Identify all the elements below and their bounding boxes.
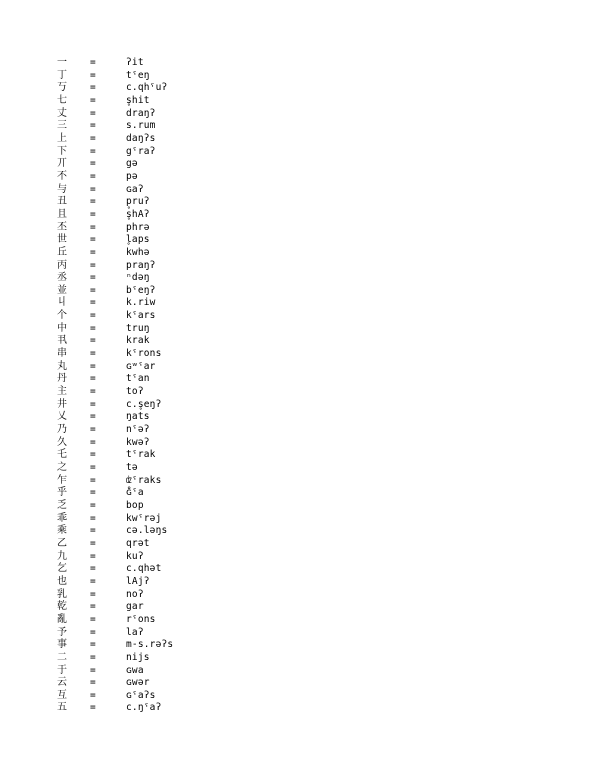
equals-sign: = bbox=[90, 234, 96, 246]
entry-character: 久 bbox=[57, 436, 67, 448]
entry-reconstruction: p̥ruʔ bbox=[126, 196, 150, 208]
entry-reconstruction: tˤrak bbox=[126, 449, 156, 461]
entry-character: 亂 bbox=[57, 613, 67, 625]
entry-character: 世 bbox=[57, 234, 67, 246]
entry-character: 三 bbox=[57, 120, 67, 132]
entry-row bbox=[0, 652, 600, 665]
entry-reconstruction: ŋats bbox=[126, 411, 150, 423]
entry-reconstruction: s̥hit bbox=[126, 94, 150, 106]
entry-character: 中 bbox=[57, 322, 67, 334]
entry-character: 七 bbox=[57, 94, 67, 106]
entry-reconstruction: ʣˤraks bbox=[126, 474, 162, 486]
entry-character: 上 bbox=[57, 132, 67, 144]
entry-reconstruction: gˤraʔ bbox=[126, 145, 156, 157]
equals-sign: = bbox=[90, 639, 96, 651]
entry-character: 个 bbox=[57, 310, 67, 322]
entry-row bbox=[0, 184, 600, 197]
entry-reconstruction: laʔ bbox=[126, 626, 144, 638]
entry-character: 且 bbox=[57, 208, 67, 220]
entry-reconstruction: gə bbox=[126, 158, 138, 170]
entry-row bbox=[0, 361, 600, 374]
entry-row bbox=[0, 411, 600, 424]
entry-character: 丁 bbox=[57, 69, 67, 81]
entry-row bbox=[0, 601, 600, 614]
equals-sign: = bbox=[90, 689, 96, 701]
entry-character: 于 bbox=[57, 664, 67, 676]
entry-row bbox=[0, 424, 600, 437]
entry-character: 二 bbox=[57, 651, 67, 663]
equals-sign: = bbox=[90, 398, 96, 410]
entry-row bbox=[0, 487, 600, 500]
entry-reconstruction: pə bbox=[126, 170, 138, 182]
equals-sign: = bbox=[90, 373, 96, 385]
entry-row bbox=[0, 386, 600, 399]
equals-sign: = bbox=[90, 512, 96, 524]
entry-row bbox=[0, 158, 600, 171]
entry-character: 丂 bbox=[57, 82, 67, 94]
entry-character: 乘 bbox=[57, 525, 67, 537]
entry-character: 九 bbox=[57, 550, 67, 562]
equals-sign: = bbox=[90, 272, 96, 284]
equals-sign: = bbox=[90, 208, 96, 220]
equals-sign: = bbox=[90, 170, 96, 182]
entry-row bbox=[0, 475, 600, 488]
equals-sign: = bbox=[90, 677, 96, 689]
entry-reconstruction: s̥hAʔ bbox=[126, 208, 150, 220]
entry-row bbox=[0, 614, 600, 627]
equals-sign: = bbox=[90, 94, 96, 106]
entry-reconstruction: c.qhˤuʔ bbox=[126, 82, 168, 94]
equals-sign: = bbox=[90, 297, 96, 309]
equals-sign: = bbox=[90, 82, 96, 94]
entry-row bbox=[0, 95, 600, 108]
entry-reconstruction: k.riw bbox=[126, 297, 156, 309]
entry-reconstruction: tˤeŋ bbox=[126, 69, 150, 81]
entry-reconstruction: noʔ bbox=[126, 588, 144, 600]
entry-character: 乙 bbox=[57, 537, 67, 549]
equals-sign: = bbox=[90, 183, 96, 195]
equals-sign: = bbox=[90, 411, 96, 423]
entry-reconstruction: ʔit bbox=[126, 57, 144, 68]
entry-character: 互 bbox=[57, 689, 67, 701]
entry-row bbox=[0, 272, 600, 285]
equals-sign: = bbox=[90, 310, 96, 322]
entry-reconstruction: tˤan bbox=[126, 373, 150, 385]
entry-character: 乃 bbox=[57, 424, 67, 436]
entry-character: 乇 bbox=[57, 449, 67, 461]
entry-reconstruction: ɢwa bbox=[126, 664, 144, 676]
character-reading-list bbox=[0, 57, 600, 715]
entry-character: 丸 bbox=[57, 360, 67, 372]
entry-reconstruction: kwhə bbox=[126, 246, 150, 258]
equals-sign: = bbox=[90, 132, 96, 144]
entry-row bbox=[0, 146, 600, 159]
equals-sign: = bbox=[90, 335, 96, 347]
entry-row bbox=[0, 120, 600, 133]
entry-row bbox=[0, 677, 600, 690]
entry-row bbox=[0, 437, 600, 450]
entry-row bbox=[0, 576, 600, 589]
entry-character: 也 bbox=[57, 575, 67, 587]
entry-reconstruction: bˤeŋʔ bbox=[126, 284, 156, 296]
entry-row bbox=[0, 462, 600, 475]
equals-sign: = bbox=[90, 651, 96, 663]
entry-reconstruction: praŋʔ bbox=[126, 259, 156, 271]
entry-row bbox=[0, 665, 600, 678]
equals-sign: = bbox=[90, 69, 96, 81]
equals-sign: = bbox=[90, 360, 96, 372]
entry-character: 云 bbox=[57, 677, 67, 689]
entry-character: 井 bbox=[57, 398, 67, 410]
equals-sign: = bbox=[90, 436, 96, 448]
equals-sign: = bbox=[90, 120, 96, 132]
entry-row bbox=[0, 171, 600, 184]
entry-row bbox=[0, 538, 600, 551]
equals-sign: = bbox=[90, 563, 96, 575]
entry-character: 乎 bbox=[57, 487, 67, 499]
equals-sign: = bbox=[90, 259, 96, 271]
equals-sign: = bbox=[90, 322, 96, 334]
entry-row bbox=[0, 500, 600, 513]
entry-reconstruction: kwˤrəj bbox=[126, 512, 162, 524]
entry-row bbox=[0, 285, 600, 298]
entry-reconstruction: qrət bbox=[126, 537, 150, 549]
entry-reconstruction: krak bbox=[126, 335, 150, 347]
entry-reconstruction: daŋʔs bbox=[126, 132, 156, 144]
entry-reconstruction: gar bbox=[126, 601, 144, 613]
equals-sign: = bbox=[90, 348, 96, 360]
equals-sign: = bbox=[90, 158, 96, 170]
entry-row bbox=[0, 335, 600, 348]
entry-character: 丙 bbox=[57, 259, 67, 271]
entry-reconstruction: toʔ bbox=[126, 386, 144, 398]
entry-character: 丞 bbox=[57, 272, 67, 284]
entry-row bbox=[0, 310, 600, 323]
entry-character: 乞 bbox=[57, 563, 67, 575]
entry-reconstruction: kuʔ bbox=[126, 550, 144, 562]
entry-row bbox=[0, 551, 600, 564]
entry-reconstruction: ɢˤaʔs bbox=[126, 689, 156, 701]
entry-character: 五 bbox=[57, 702, 67, 714]
equals-sign: = bbox=[90, 284, 96, 296]
equals-sign: = bbox=[90, 588, 96, 600]
entry-character: 乖 bbox=[57, 512, 67, 524]
entry-character: 丌 bbox=[57, 158, 67, 170]
equals-sign: = bbox=[90, 462, 96, 473]
equals-sign: = bbox=[90, 613, 96, 625]
entry-character: 主 bbox=[57, 386, 67, 398]
entry-reconstruction: truŋ bbox=[126, 322, 150, 334]
equals-sign: = bbox=[90, 107, 96, 119]
entry-character: 丮 bbox=[57, 335, 67, 347]
entry-row bbox=[0, 399, 600, 412]
equals-sign: = bbox=[90, 424, 96, 436]
entry-character: 丈 bbox=[57, 107, 67, 119]
entry-row bbox=[0, 133, 600, 146]
entry-character: 丹 bbox=[57, 373, 67, 385]
equals-sign: = bbox=[90, 487, 96, 499]
equals-sign: = bbox=[90, 702, 96, 714]
entry-row bbox=[0, 70, 600, 83]
entry-row bbox=[0, 297, 600, 310]
entry-reconstruction: kˤars bbox=[126, 310, 156, 322]
entry-reconstruction: l̥aps bbox=[126, 234, 150, 246]
entry-character: 不 bbox=[57, 170, 67, 182]
entry-character: 下 bbox=[57, 145, 67, 157]
equals-sign: = bbox=[90, 525, 96, 537]
equals-sign: = bbox=[90, 575, 96, 587]
entry-character: 一 bbox=[57, 57, 67, 68]
entry-character: 事 bbox=[57, 639, 67, 651]
entry-row bbox=[0, 563, 600, 576]
entry-character: 乂 bbox=[57, 411, 67, 423]
entry-row bbox=[0, 260, 600, 273]
equals-sign: = bbox=[90, 221, 96, 233]
entry-row bbox=[0, 589, 600, 602]
entry-character: 丕 bbox=[57, 221, 67, 233]
equals-sign: = bbox=[90, 664, 96, 676]
equals-sign: = bbox=[90, 386, 96, 398]
entry-reconstruction: nijs bbox=[126, 651, 150, 663]
entry-character: 乏 bbox=[57, 499, 67, 511]
entry-character: 丩 bbox=[57, 297, 67, 309]
entry-row bbox=[0, 513, 600, 526]
entry-row bbox=[0, 525, 600, 538]
entry-row bbox=[0, 702, 600, 715]
entry-character: 乳 bbox=[57, 588, 67, 600]
entry-character: 乍 bbox=[57, 474, 67, 486]
entry-reconstruction: tə bbox=[126, 462, 138, 473]
equals-sign: = bbox=[90, 145, 96, 157]
entry-row bbox=[0, 373, 600, 386]
entry-reconstruction: rˤons bbox=[126, 613, 156, 625]
equals-sign: = bbox=[90, 537, 96, 549]
entry-reconstruction: nˤəʔ bbox=[126, 424, 150, 436]
entry-reconstruction: ɢwər bbox=[126, 677, 150, 689]
entry-row bbox=[0, 108, 600, 121]
entry-row bbox=[0, 323, 600, 336]
entry-reconstruction: ɢʷˤar bbox=[126, 360, 156, 372]
entry-reconstruction: kwəʔ bbox=[126, 436, 150, 448]
entry-character: 予 bbox=[57, 626, 67, 638]
equals-sign: = bbox=[90, 550, 96, 562]
entry-reconstruction: draŋʔ bbox=[126, 107, 156, 119]
entry-reconstruction: s.rum bbox=[126, 120, 156, 132]
equals-sign: = bbox=[90, 449, 96, 461]
equals-sign: = bbox=[90, 196, 96, 208]
entry-reconstruction: m-s.rəʔs bbox=[126, 639, 174, 651]
entry-reconstruction: kˤrons bbox=[126, 348, 162, 360]
entry-character: 串 bbox=[57, 348, 67, 360]
entry-row bbox=[0, 196, 600, 209]
entry-row bbox=[0, 209, 600, 222]
entry-row bbox=[0, 247, 600, 260]
entry-character: 与 bbox=[57, 183, 67, 195]
entry-row bbox=[0, 449, 600, 462]
entry-reconstruction: lAjʔ bbox=[126, 575, 150, 587]
entry-character: 丘 bbox=[57, 246, 67, 258]
entry-character: 丑 bbox=[57, 196, 67, 208]
equals-sign: = bbox=[90, 626, 96, 638]
entry-reconstruction: ⁿdəŋ bbox=[126, 272, 150, 284]
equals-sign: = bbox=[90, 246, 96, 258]
entry-reconstruction: c.qhət bbox=[126, 563, 162, 575]
entry-reconstruction: ɢaʔ bbox=[126, 183, 144, 195]
entry-reconstruction: bop bbox=[126, 499, 144, 511]
entry-reconstruction: c.ŋˤaʔ bbox=[126, 702, 162, 714]
entry-row bbox=[0, 348, 600, 361]
equals-sign: = bbox=[90, 601, 96, 613]
equals-sign: = bbox=[90, 499, 96, 511]
equals-sign: = bbox=[90, 474, 96, 486]
entry-row bbox=[0, 222, 600, 235]
entry-reconstruction: cə.ləŋs bbox=[126, 525, 168, 537]
entry-reconstruction: phrə bbox=[126, 221, 150, 233]
entry-row bbox=[0, 639, 600, 652]
entry-reconstruction: ɢ̊ˤa bbox=[126, 487, 144, 499]
entry-row bbox=[0, 82, 600, 95]
entry-reconstruction: c.s̥eŋʔ bbox=[126, 398, 162, 410]
entry-character: 之 bbox=[57, 462, 67, 473]
entry-character: 並 bbox=[57, 284, 67, 296]
entry-row bbox=[0, 627, 600, 640]
entry-row bbox=[0, 57, 600, 70]
entry-row bbox=[0, 234, 600, 247]
entry-row bbox=[0, 690, 600, 703]
equals-sign: = bbox=[90, 57, 96, 68]
entry-character: 乾 bbox=[57, 601, 67, 613]
